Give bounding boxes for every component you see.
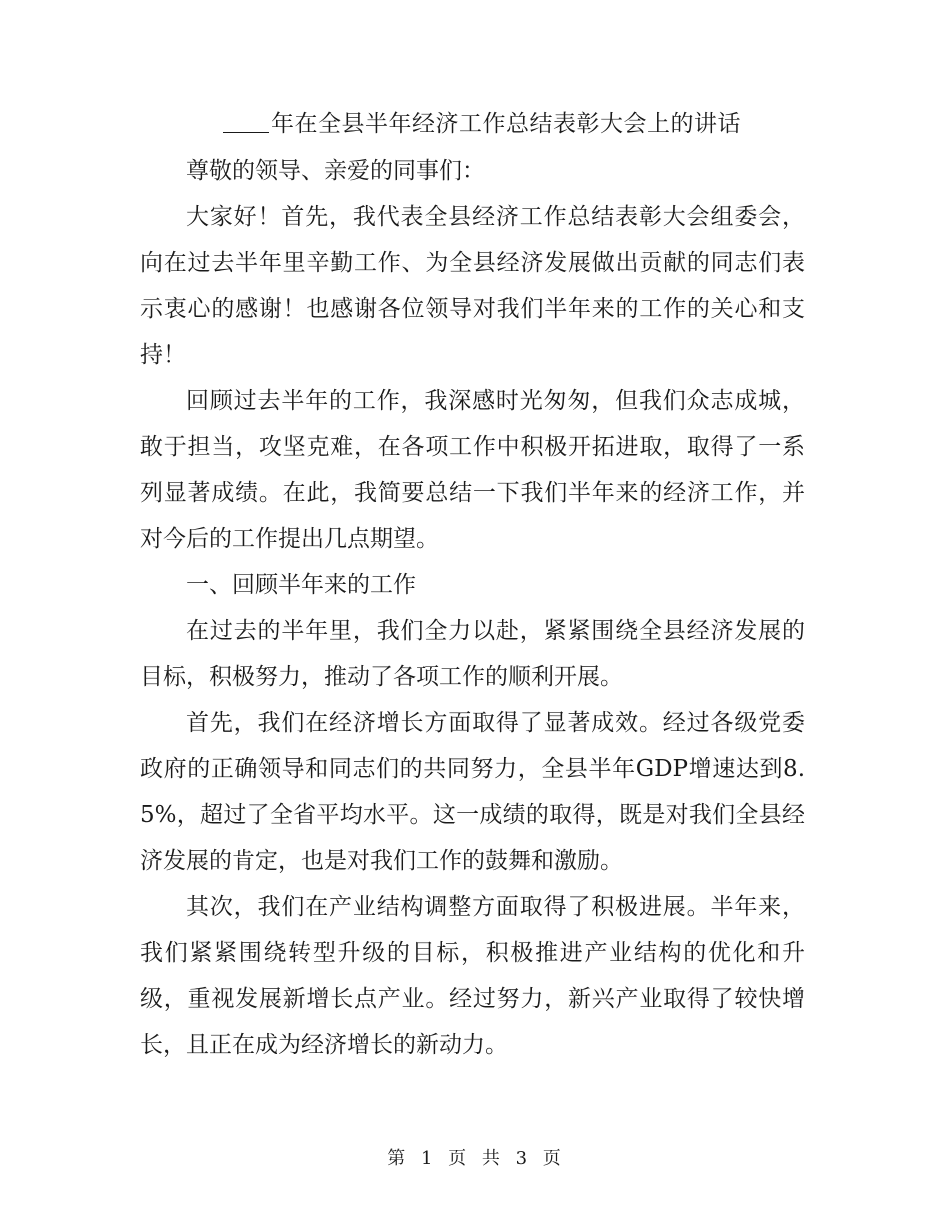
page-number-footer: 第 1 页 共 3 页 <box>387 1148 563 1169</box>
document-body <box>140 148 805 1068</box>
document-title-line <box>223 104 741 144</box>
paragraph-overview: 在过去的半年里，我们全力以赴，紧紧围绕全县经济发展的目标，积极努力，推动了各项工作的顺利开展。 <box>140 618 805 690</box>
document-title: 年在全县半年经济工作总结表彰大会上的讲话 <box>271 111 741 137</box>
paragraph-economic-growth: 首先，我们在经济增长方面取得了显著成效。经过各级党委政府的正确领导和同志们的共同努力，全县半年GDP增速达到8.5%，超过了全省平均水平。这一成绩的取得，既是对我们全县经济发展的肯定，也是对我们工作的鼓舞和激励。 <box>140 710 805 874</box>
paragraph-industry-structure: 其次，我们在产业结构调整方面取得了积极进展。半年来，我们紧紧围绕转型升级的目标，积极推进产业结构的优化和升级，重视发展新增长点产业。经过努力，新兴产业取得了较快增长，且正在成为经济增长的新动力。 <box>140 894 805 1058</box>
salutation: 尊敬的领导、亲爱的同事们： <box>186 158 485 184</box>
paragraph-greeting: 大家好！首先，我代表全县经济工作总结表彰大会组委会，向在过去半年里辛勤工作、为全县经济发展做出贡献的同志们表示衷心的感谢！也感谢各位领导对我们半年来的工作的关心和支持！ <box>140 204 805 368</box>
year-blank-underline <box>223 110 269 133</box>
section-heading-review: 一、回顾半年来的工作 <box>186 572 416 598</box>
paragraph-review-intro: 回顾过去半年的工作，我深感时光匆匆，但我们众志成城，敢于担当，攻坚克难，在各项工作中积极开拓进取，取得了一系列显著成绩。在此，我简要总结一下我们半年来的经济工作，并对今后的工作提出几点期望。 <box>140 388 805 552</box>
